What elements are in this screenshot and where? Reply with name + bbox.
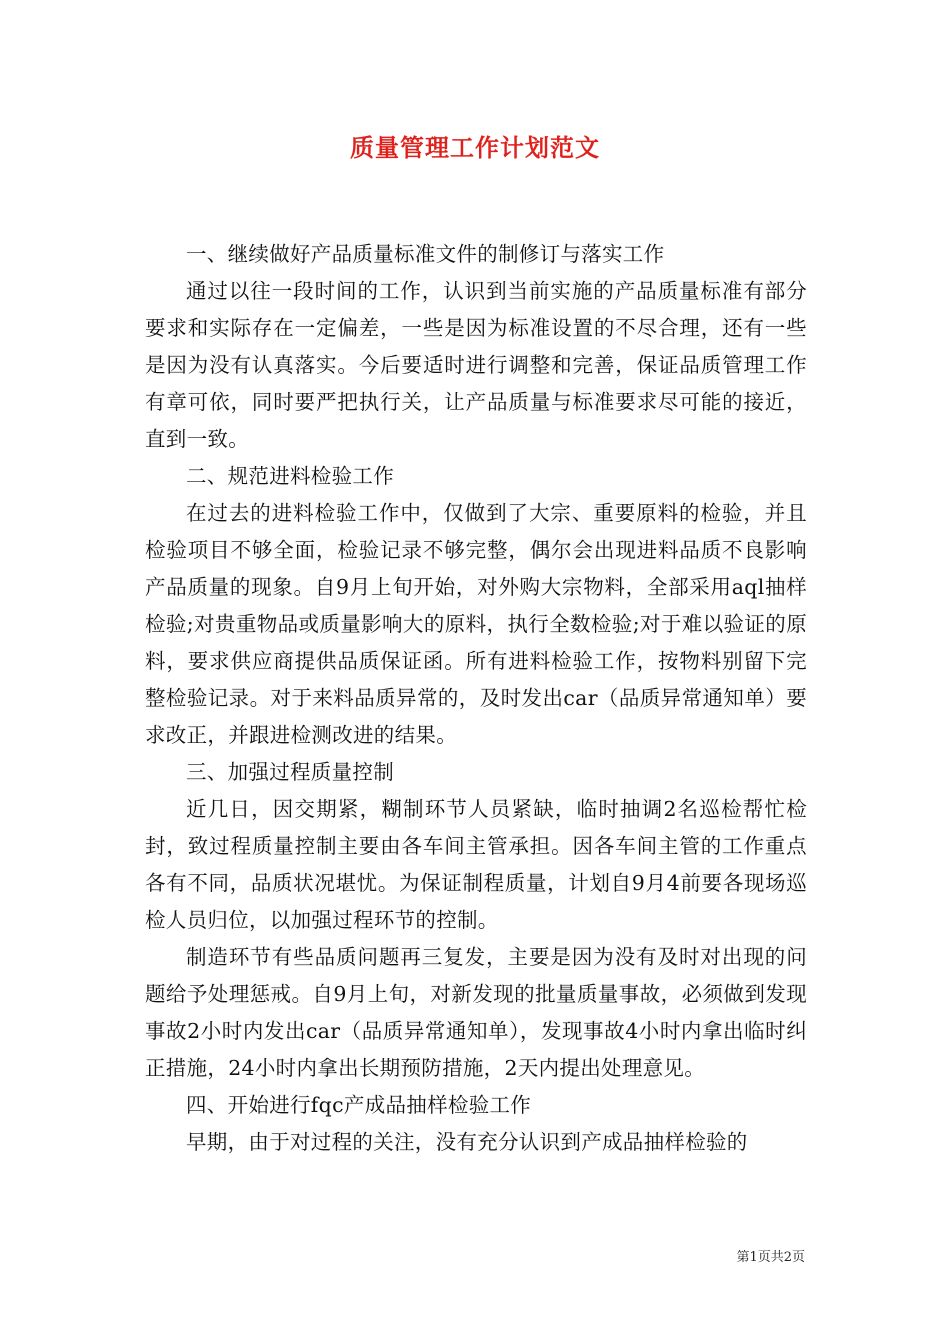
page-number: 第1页共2页 <box>736 1250 805 1265</box>
section-paragraph: 通过以往一段时间的工作，认识到当前实施的产品质量标准有部分要求和实际存在一定偏差，一些是因为标准设置的不尽合理，还有一些是因为没有认真落实。今后要适时进行调整和完善，保证品质管理工作有章可依，同时要严把执行关，让产品质量与标准要求尽可能的接近，直到一致。 <box>145 279 807 451</box>
section-paragraph: 制造环节有些品质问题再三复发，主要是因为没有及时对出现的问题给予处理惩戒。自9月上旬，对新发现的批量质量事故，必须做到发现事故2小时内发出car（品质异常通知单），发现事故4小时内拿出临时纠正措施，24小时内拿出长期预防措施，2天内提出处理意见。 <box>145 945 807 1080</box>
section-heading: 四、开始进行fqc产成品抽样检验工作 <box>186 1093 532 1117</box>
section-paragraph: 近几日，因交期紧，糊制环节人员紧缺，临时抽调2名巡检帮忙检封，致过程质量控制主要由各车间主管承担。因各车间主管的工作重点各有不同，品质状况堪忧。为保证制程质量，计划自9月4前要各现场巡检人员归位，以加强过程环节的控制。 <box>145 797 807 932</box>
section-paragraph: 早期，由于对过程的关注，没有充分认识到产成品抽样检验的 <box>186 1130 748 1154</box>
document-body <box>145 236 807 1161</box>
section-paragraph: 在过去的进料检验工作中，仅做到了大宗、重要原料的检验，并且检验项目不够全面，检验记录不够完整，偶尔会出现进料品质不良影响产品质量的现象。自9月上旬开始，对外购大宗物料，全部采用aql抽样检验;对贵重物品或质量影响大的原料，执行全数检验;对于难以验证的原料，要求供应商提供品质保证函。所有进料检验工作，按物料别留下完整检验记录。对于来料品质异常的，及时发出car（品质异常通知单）要求改正，并跟进检测改进的结果。 <box>145 501 807 747</box>
document-title: 质量管理工作计划范文 <box>350 133 600 162</box>
section-heading: 三、加强过程质量控制 <box>186 760 394 784</box>
section-heading: 二、规范进料检验工作 <box>186 464 394 488</box>
section-heading: 一、继续做好产品质量标准文件的制修订与落实工作 <box>186 242 665 266</box>
